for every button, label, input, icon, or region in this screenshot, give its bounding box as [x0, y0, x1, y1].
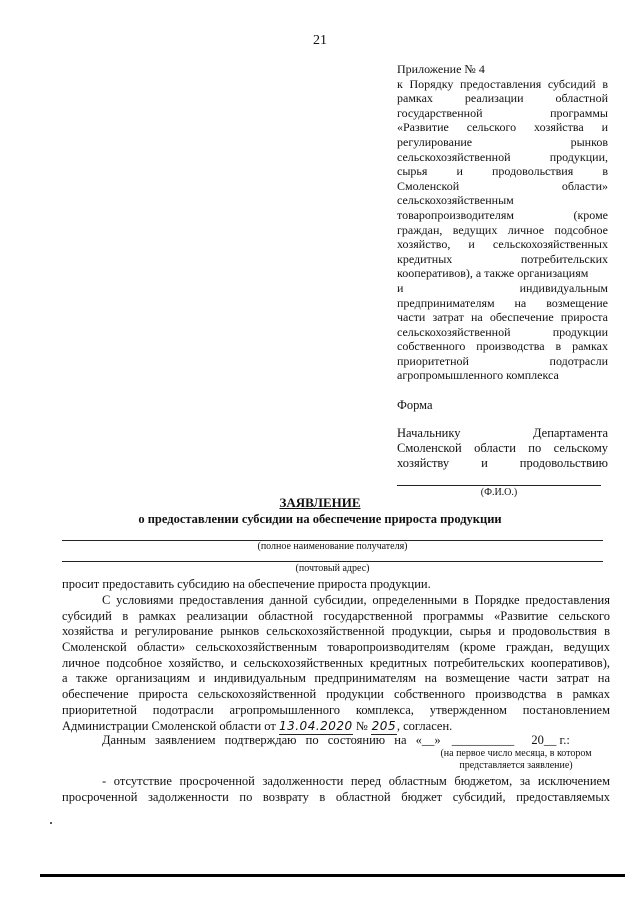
recipient-caption: (полное наименование получателя) — [257, 541, 408, 552]
confirm-year: 20__ г.: — [531, 733, 570, 747]
appendix-line: сельскохозяйственной продукции — [397, 324, 608, 339]
appendix-line: части затрат на обеспечение прироста — [397, 310, 608, 325]
addressee-line: Смоленской области по сельскому — [397, 441, 608, 455]
appendix-line: к Порядку предоставления субсидий в — [397, 76, 608, 91]
appendix-line: кооперативов), а также организациям — [397, 266, 589, 281]
appendix-line: регулирование рынков — [397, 134, 608, 149]
postal-address-line — [62, 561, 603, 562]
appendix-line: предпринимателям на возмещение — [397, 295, 608, 310]
confirm-month-blank: __________ — [451, 733, 515, 747]
confirm-line — [62, 733, 610, 749]
appendix-line: кредитных потребительских — [397, 251, 608, 266]
para-line: Смоленской области» сельскохозяйственным товаропроизводителям (кроме граждан, ведущих — [62, 640, 610, 655]
para-line: С условиями предоставления данной субсидии, определенными в Порядке предоставления — [102, 593, 610, 607]
para-last-prefix: Администрации Смоленской области от — [62, 718, 276, 733]
para-line: приоритетной подотрасли агропромышленного комплекса, утвержденном постановлением — [62, 702, 610, 717]
appendix-line: Приложение № 4 — [397, 62, 485, 76]
request-line — [62, 577, 610, 593]
document-subtitle: о предоставлении субсидии на обеспечение прироста продукции — [138, 512, 502, 526]
appendix-line: государственной программы — [397, 105, 608, 120]
footer-rule — [40, 874, 625, 877]
para-line: обеспечение прироста сельскохозяйственной продукции собственного производства в рамках — [62, 687, 610, 702]
appendix-line: рамках реализации областной — [397, 91, 608, 106]
document-title: ЗАЯВЛЕНИЕ — [279, 495, 361, 510]
handwritten-decree-date: 13.04.2020 — [279, 719, 353, 736]
appendix-line: и индивидуальным — [397, 280, 608, 295]
appendix-line: приоритетной подотрасли — [397, 353, 608, 368]
bullet-list — [62, 774, 610, 805]
request-text: просит предоставить субсидию на обеспечение прироста продукции. — [62, 577, 431, 591]
para-line: личное подсобное хозяйство, и сельскохозяйственных кредитных потребительских кооперативов), — [62, 655, 610, 670]
bullet-line: - отсутствие просроченной задолженности перед областным бюджетом, за исключением — [102, 774, 610, 788]
bullet-line: просроченной задолженности по возврату в областной бюджет субсидий, предоставляемых — [62, 789, 610, 804]
appendix-line: «Развитие сельского хозяйства и — [397, 120, 608, 135]
confirm-note-2: представляется заявление) — [459, 760, 573, 771]
confirm-prefix: Данным заявлением подтверждаю по состоянию на «__» — [102, 733, 441, 747]
para-last-line — [62, 719, 610, 735]
appendix-line: собственного производства в рамках — [397, 339, 608, 354]
confirm-note-1: (на первое число месяца, в котором — [440, 748, 592, 759]
form-label: Форма — [397, 398, 433, 412]
handwritten-decree-number: 205 — [371, 719, 397, 736]
para-last-suffix: , согласен. — [396, 718, 453, 733]
para-line: субсидий в рамках реализации областной государственной программы «Развитие сельского — [62, 608, 610, 623]
appendix-line: хозяйство, и сельскохозяйственных — [397, 237, 608, 252]
para-line: а также организациям и индивидуальным предпринимателям на возмещение части затрат на — [62, 671, 610, 686]
appendix-line: Смоленской области» — [397, 178, 608, 193]
fio-underline — [397, 485, 601, 486]
appendix-line: сельскохозяйственным — [397, 193, 514, 208]
page-number: 21 — [313, 33, 327, 48]
appendix-line: сельскохозяйственной продукции, — [397, 149, 608, 164]
decree-number-label: № — [355, 718, 368, 733]
addressee-block — [397, 426, 608, 471]
address-caption: (почтовый адрес) — [295, 563, 370, 574]
fio-caption: (Ф.И.О.) — [480, 487, 518, 498]
appendix-line: агропромышленного комплекса — [397, 368, 559, 383]
paragraph-conditions — [62, 593, 610, 734]
scan-speck — [50, 822, 52, 824]
confirm-note — [428, 748, 604, 772]
appendix-line: граждан, ведущих личное подсобное — [397, 222, 608, 237]
appendix-line: товаропроизводителям (кроме — [397, 207, 608, 222]
appendix-line: сырья и продовольствия в — [397, 164, 608, 179]
appendix-block — [397, 62, 608, 383]
addressee-line: хозяйству и продовольствию — [397, 456, 608, 470]
addressee-line: Начальнику Департамента — [397, 426, 608, 440]
para-line: хозяйства и регулирование рынков сельскохозяйственной продукции, сырья и продовольствия в — [62, 624, 610, 639]
